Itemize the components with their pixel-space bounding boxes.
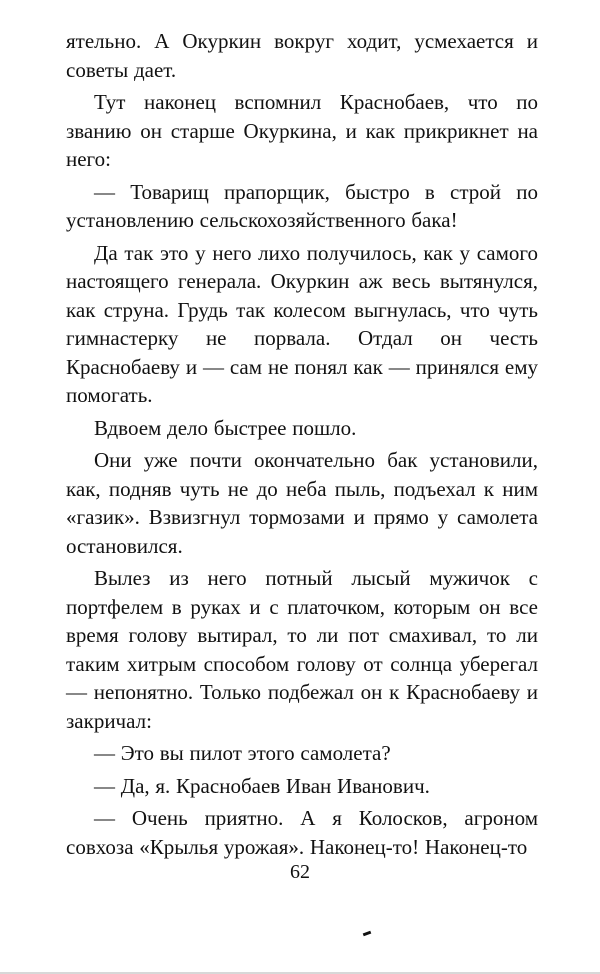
page-text bbox=[66, 27, 538, 865]
paragraph-8: — Это вы пилот этого самолета? bbox=[94, 741, 391, 765]
paragraph-3: — Товарищ прапорщик, быстро в строй по установлению сельскохозяйственного бака! bbox=[66, 179, 538, 232]
paragraph-10: — Очень приятно. А я Колосков, агроном совхоза «Крылья урожая». Наконец-то! Наконец-то bbox=[66, 806, 538, 859]
paragraph-1: ятельно. А Окуркин вокруг ходит, усмехается и советы дает. bbox=[66, 29, 538, 82]
page-number: 62 bbox=[290, 861, 310, 883]
paragraph-7: Вылез из него потный лысый мужичок с портфелем в руках и с платочком, которым он все время голову вытирал, то ли пот смахивал, то ли таким хитрым способом голову от солнца уберегал — непонятно. Только подбежал он к Краснобаеву и закричал: bbox=[66, 566, 538, 733]
print-speck bbox=[363, 931, 372, 937]
paragraph-4: Да так это у него лихо получилось, как у самого настоящего генерала. Окуркин аж весь вытянулся, как струна. Грудь так колесом выгнулась, что чуть гимнастерку не порвала. Отдал он честь Краснобаеву и — сам не понял как — принялся ему помогать. bbox=[66, 240, 538, 407]
paragraph-6: Они уже почти окончательно бак установили, как, подняв чуть не до неба пыль, подъехал к ним «газик». Взвизгнул тормозами и прямо у самолета остановился. bbox=[66, 448, 538, 558]
paragraph-2: Тут наконец вспомнил Краснобаев, что по званию он старше Окуркина, и как прикрикнет на него: bbox=[66, 90, 538, 171]
paragraph-5: Вдвоем дело быстрее пошло. bbox=[94, 415, 357, 440]
paragraph-9: — Да, я. Краснобаев Иван Иванович. bbox=[94, 773, 430, 798]
